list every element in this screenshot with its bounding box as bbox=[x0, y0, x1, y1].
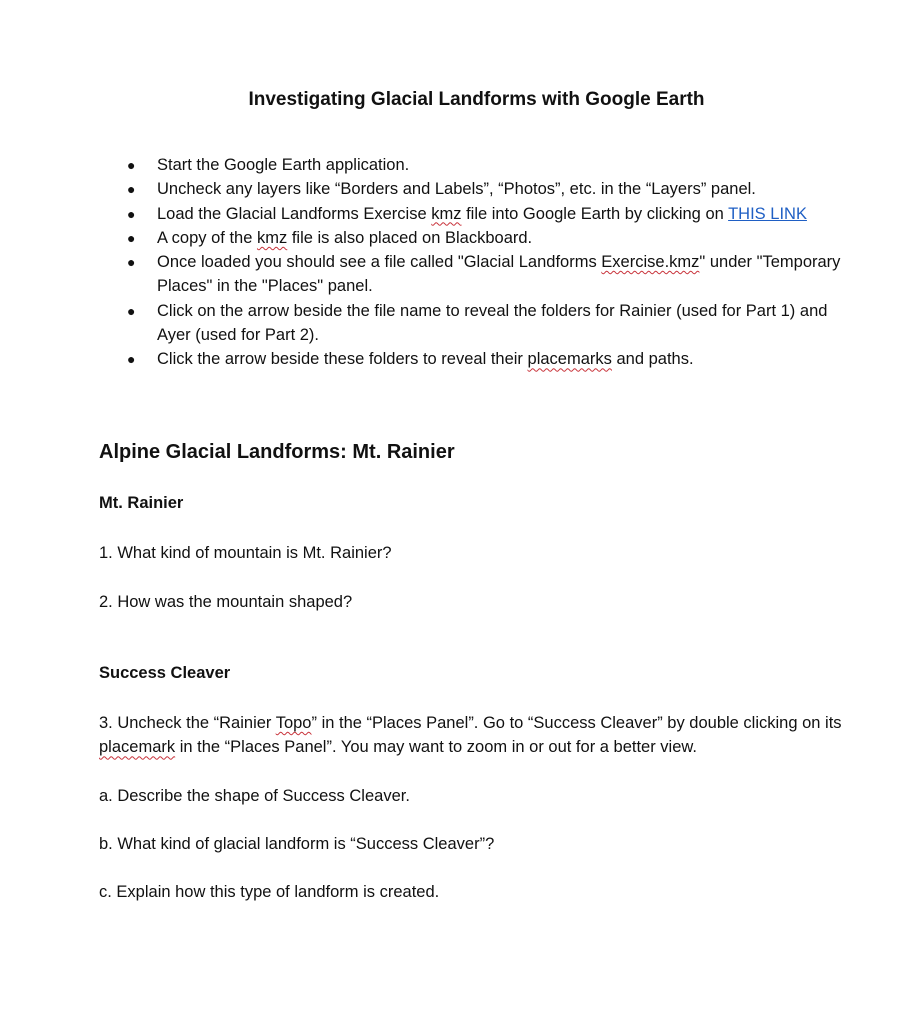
misspelled-word: placemark bbox=[99, 738, 176, 757]
question-3: 3. Uncheck the “Rainier Topo” in the “Places Panel”. Go to “Success Cleaver” by double clicking on its placemark in the “Places Panel”. You may want to zoom in or out for a better view. bbox=[99, 714, 842, 757]
misspelled-word: kmz bbox=[256, 228, 288, 247]
subsection-heading-mt-rainier: Mt. Rainier bbox=[99, 494, 184, 512]
bullet-icon: ● bbox=[127, 205, 136, 222]
list-item: ● Uncheck any layers like “Borders and Labels”, “Photos”, etc. in the “Layers” panel. bbox=[124, 177, 864, 201]
misspelled-word: Topo bbox=[275, 714, 312, 732]
bullet-icon: ● bbox=[127, 302, 136, 319]
misspelled-word: kmz bbox=[431, 204, 462, 223]
kmz-download-link[interactable]: THIS LINK bbox=[728, 204, 807, 223]
list-item: ● Once loaded you should see a file called "Glacial Landforms Exercise.kmz" under "Temporary Places" in the "Places" panel. bbox=[124, 250, 864, 299]
misspelled-word: placemarks bbox=[527, 350, 612, 369]
bullet-icon: ● bbox=[127, 229, 136, 246]
question-2: 2. How was the mountain shaped? bbox=[99, 593, 353, 611]
question-3c: c. Explain how this type of landform is created. bbox=[99, 883, 440, 901]
misspelled-word: Exercise.kmz bbox=[601, 253, 700, 272]
list-item: ● Click on the arrow beside the file name to reveal the folders for Rainier (used for Part 1) and Ayer (used for Part 2). bbox=[124, 299, 864, 348]
bullet-icon: ● bbox=[127, 157, 136, 173]
bullet-icon: ● bbox=[127, 351, 136, 368]
question-3b: b. What kind of glacial landform is “Success Cleaver”? bbox=[99, 835, 495, 853]
instruction-list bbox=[124, 153, 864, 372]
subsection-heading-success-cleaver: Success Cleaver bbox=[99, 664, 231, 682]
bullet-icon: ● bbox=[127, 254, 136, 271]
list-item: ● A copy of the kmz file is also placed on Blackboard. bbox=[124, 226, 864, 250]
question-3a: a. Describe the shape of Success Cleaver. bbox=[99, 787, 410, 805]
list-item: ● Start the Google Earth application. bbox=[124, 153, 864, 177]
page-title: Investigating Glacial Landforms with Google Earth bbox=[248, 89, 705, 110]
question-1: 1. What kind of mountain is Mt. Rainier? bbox=[99, 544, 392, 562]
bullet-icon: ● bbox=[127, 181, 136, 198]
list-item: ● Load the Glacial Landforms Exercise kmz file into Google Earth by clicking on THIS LINK bbox=[124, 202, 864, 226]
section-heading: Alpine Glacial Landforms: Mt. Rainier bbox=[99, 441, 455, 463]
list-item: ● Click the arrow beside these folders to reveal their placemarks and paths. bbox=[124, 347, 864, 371]
